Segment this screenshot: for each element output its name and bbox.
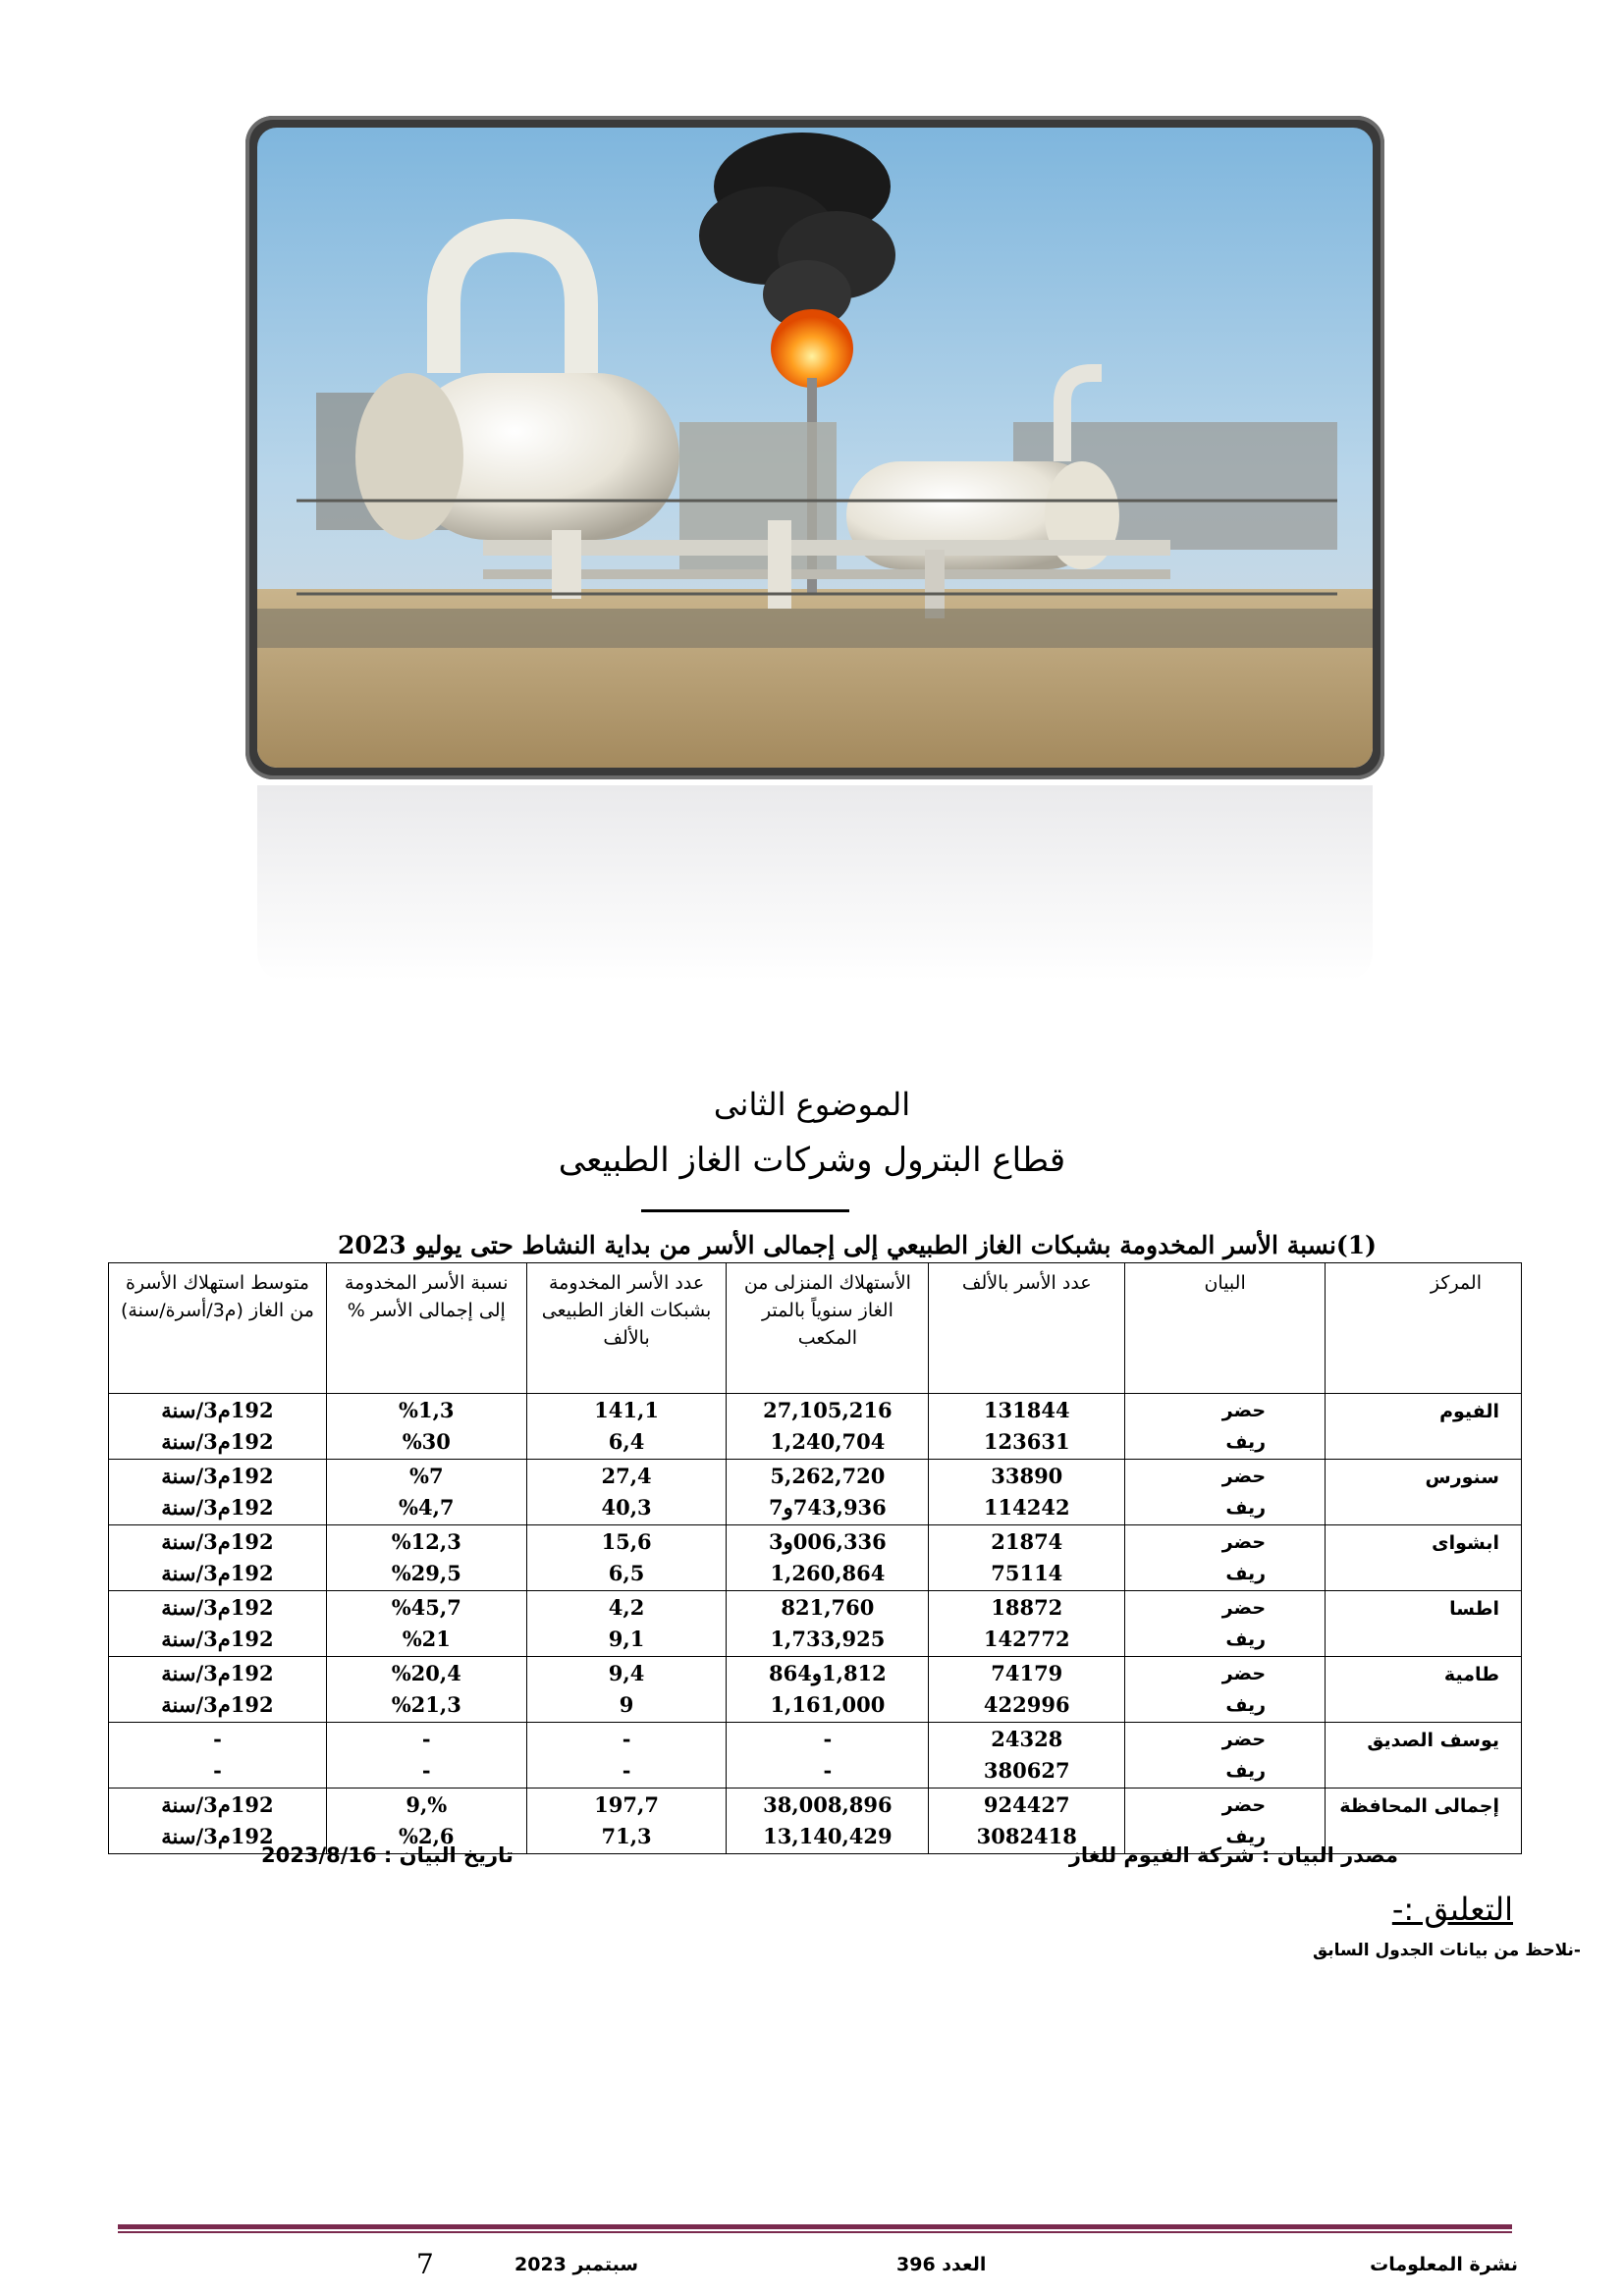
comment-heading: التعلىق :- (1391, 1891, 1513, 1928)
cell-center-value: طامية (1443, 1664, 1499, 1685)
cell-center-value: يوسف الصديق (1367, 1730, 1499, 1751)
cell-served (526, 1460, 727, 1525)
header-center: المركز (1326, 1263, 1522, 1394)
cell-consumption-value: 38,008,896 (763, 1792, 893, 1817)
cell-consumption-value: 1,240,704 (770, 1429, 886, 1454)
cell-pct (326, 1525, 526, 1591)
table-caption: (1)نسبة الأسر المخدومة بشبكات الغاز الطبيعي إلى إجمالى الأسر من بداية النشاط حتى يوليو 2023 (338, 1231, 1377, 1259)
cell-center (1326, 1591, 1522, 1657)
cell-pct-value: %21,3 (391, 1692, 461, 1717)
cell-kind-value: حضر (1221, 1400, 1267, 1421)
cell-center-value: ابشواى (1432, 1532, 1499, 1554)
cell-served-value: 197,7 (594, 1792, 659, 1817)
cell-avg (109, 1723, 327, 1789)
cell-families-value: 142772 (983, 1627, 1070, 1651)
cell-avg-value: 192م3/سنة (161, 1495, 274, 1520)
cell-avg-value: 192م3/سنة (161, 1792, 274, 1817)
cell-consumption (727, 1394, 929, 1460)
cell-kind-value: ريف (1225, 1826, 1267, 1847)
cell-avg-value: 192م3/سنة (161, 1661, 274, 1685)
cell-families-value: 131844 (983, 1398, 1070, 1422)
footer-date: سبتمبر 2023 (514, 2254, 639, 2275)
cell-families-value: 422996 (983, 1692, 1070, 1717)
cell-pct-value: %30 (402, 1429, 451, 1454)
table-header-row (109, 1263, 1522, 1394)
cell-served (526, 1789, 727, 1854)
cell-avg-value: 192م3/سنة (161, 1561, 274, 1585)
cell-families-value: 75114 (991, 1561, 1063, 1585)
cell-served (526, 1525, 727, 1591)
cell-families-value: 18872 (991, 1595, 1063, 1620)
cell-kind-value: حضر (1221, 1466, 1267, 1487)
table-row (109, 1394, 1522, 1460)
cell-consumption (727, 1591, 929, 1657)
cell-pct-value: %21 (402, 1627, 451, 1651)
cell-families-value: 33890 (991, 1464, 1063, 1488)
cell-kind (1125, 1591, 1326, 1657)
cell-served-value: 71,3 (601, 1824, 652, 1848)
cell-kind (1125, 1723, 1326, 1789)
cell-families-value: 380627 (983, 1758, 1070, 1783)
cell-avg-value: - (213, 1727, 222, 1751)
cell-consumption-value: - (823, 1727, 833, 1751)
cell-consumption-value: 1,161,000 (770, 1692, 886, 1717)
cell-kind-value: حضر (1221, 1729, 1267, 1750)
cell-kind-value: ريف (1225, 1497, 1267, 1519)
header-families: عدد الأسر بالألف (929, 1263, 1125, 1394)
cell-consumption-value: 27,105,216 (763, 1398, 893, 1422)
cell-consumption-value: 1,812و864 (769, 1661, 887, 1685)
cell-pct-value: %7 (408, 1464, 444, 1488)
cell-pct-value: - (421, 1758, 431, 1783)
cell-avg-value: 192م3/سنة (161, 1429, 274, 1454)
cell-kind (1125, 1394, 1326, 1460)
cell-consumption-value: 13,140,429 (763, 1824, 893, 1848)
cell-families (929, 1657, 1125, 1723)
cell-families-value: 3082418 (976, 1824, 1077, 1848)
header-kind: البيان (1125, 1263, 1326, 1394)
cell-avg-value: 192م3/سنة (161, 1398, 274, 1422)
cell-pct-value: %20,4 (391, 1661, 461, 1685)
header-avg: متوسط استهلاك الأسرة من الغاز (م3/أسرة/سنة) (109, 1263, 327, 1394)
cell-center (1326, 1394, 1522, 1460)
cell-pct-value: %4,7 (399, 1495, 455, 1520)
cell-pct-value: %29,5 (391, 1561, 461, 1585)
cell-pct-value: %12,3 (391, 1529, 461, 1554)
cell-avg (109, 1657, 327, 1723)
cell-pct-value: - (421, 1727, 431, 1751)
cell-served-value: 40,3 (601, 1495, 652, 1520)
cell-families (929, 1591, 1125, 1657)
cell-consumption-value: 743,936و7 (769, 1495, 887, 1520)
cell-center (1326, 1460, 1522, 1525)
cell-pct (326, 1723, 526, 1789)
cell-consumption-value: 1,733,925 (770, 1627, 886, 1651)
header-pct: نسبة الأسر المخدومة إلى إجمالى الأسر % (326, 1263, 526, 1394)
cell-kind-value: حضر (1221, 1794, 1267, 1816)
cell-avg-value: 192م3/سنة (161, 1692, 274, 1717)
cell-kind-value: ريف (1225, 1563, 1267, 1584)
cell-served-value: 6,4 (608, 1429, 645, 1454)
cell-center-value: سنورس (1425, 1467, 1499, 1488)
cell-consumption-value: 821,760 (781, 1595, 875, 1620)
cell-center-value: اطسا (1449, 1598, 1499, 1620)
cell-kind-value: ريف (1225, 1431, 1267, 1453)
table-row (109, 1723, 1522, 1789)
photo-reflection (257, 785, 1373, 982)
cell-consumption (727, 1525, 929, 1591)
cell-avg (109, 1591, 327, 1657)
cell-families-value: 114242 (983, 1495, 1070, 1520)
title-underline (641, 1209, 849, 1212)
cell-avg (109, 1460, 327, 1525)
cell-served-value: 9,4 (608, 1661, 645, 1685)
cell-served-value: - (622, 1758, 631, 1783)
cell-families-value: 21874 (991, 1529, 1063, 1554)
header-consumption: الأستهلاك المنزلى من الغاز سنوياً بالمتر المكعب (727, 1263, 929, 1394)
cell-served-value: 9,1 (608, 1627, 645, 1651)
comment-text: -نلاحظ من بيانات الجدول السابق (1312, 1941, 1581, 1960)
footer-publication-name: نشرة المعلومات (1370, 2254, 1518, 2275)
plant-photo-frame (245, 116, 1384, 779)
table-row (109, 1657, 1522, 1723)
cell-consumption (727, 1723, 929, 1789)
cell-avg-value: 192م3/سنة (161, 1529, 274, 1554)
cell-center (1326, 1657, 1522, 1723)
households-gas-table (108, 1262, 1522, 1854)
footer-issue: العدد 396 (896, 2254, 987, 2275)
cell-families (929, 1723, 1125, 1789)
cell-pct (326, 1657, 526, 1723)
cell-served (526, 1591, 727, 1657)
cell-families-value: 24328 (991, 1727, 1063, 1751)
data-date: تاريخ البيان : 2023/8/16 (261, 1843, 514, 1867)
cell-consumption-value: - (823, 1758, 833, 1783)
cell-avg-value: 192م3/سنة (161, 1595, 274, 1620)
cell-center-value: إجمالى المحافظة (1339, 1795, 1499, 1817)
header-served: عدد الأسر المخدومة بشبكات الغاز الطبيعى بالألف (526, 1263, 727, 1394)
cell-kind (1125, 1460, 1326, 1525)
cell-kind-value: حضر (1221, 1663, 1267, 1684)
cell-served-value: 4,2 (608, 1595, 645, 1620)
cell-families-value: 123631 (983, 1429, 1070, 1454)
cell-served (526, 1657, 727, 1723)
cell-avg-value: 192م3/سنة (161, 1464, 274, 1488)
cell-kind-value: ريف (1225, 1629, 1267, 1650)
cell-families-value: 74179 (991, 1661, 1063, 1685)
cell-avg (109, 1394, 327, 1460)
footer-rule (118, 2224, 1512, 2229)
cell-pct-value: %1,3 (399, 1398, 455, 1422)
cell-pct-value: %,9 (406, 1792, 448, 1817)
sector-title: قطاع البترول وشركات الغاز الطبيعى (558, 1141, 1066, 1180)
table-row (109, 1525, 1522, 1591)
cell-pct (326, 1591, 526, 1657)
gas-plant-photo (257, 128, 1373, 768)
table-row (109, 1460, 1522, 1525)
cell-families (929, 1525, 1125, 1591)
cell-kind (1125, 1525, 1326, 1591)
cell-consumption-value: 1,260,864 (770, 1561, 886, 1585)
cell-families (929, 1394, 1125, 1460)
cell-served-value: 15,6 (601, 1529, 652, 1554)
cell-pct-value: %45,7 (391, 1595, 461, 1620)
cell-consumption (727, 1460, 929, 1525)
cell-consumption (727, 1789, 929, 1854)
cell-consumption-value: 5,262,720 (770, 1464, 886, 1488)
data-source: مصدر البيان : شركة الفيوم للغاز (1068, 1843, 1398, 1867)
cell-served (526, 1723, 727, 1789)
cell-center-value: الفيوم (1439, 1401, 1499, 1422)
cell-pct-value: %2,6 (399, 1824, 455, 1848)
cell-avg (109, 1525, 327, 1591)
cell-avg-value: - (213, 1758, 222, 1783)
cell-consumption-value: 006,336و3 (769, 1529, 887, 1554)
cell-families-value: 924427 (983, 1792, 1070, 1817)
cell-consumption (727, 1657, 929, 1723)
cell-kind-value: حضر (1221, 1531, 1267, 1553)
cell-center (1326, 1525, 1522, 1591)
table-row (109, 1591, 1522, 1657)
cell-avg-value: 192م3/سنة (161, 1627, 274, 1651)
cell-served (526, 1394, 727, 1460)
page-number: 7 (416, 2248, 434, 2280)
cell-served-value: 27,4 (601, 1464, 652, 1488)
cell-pct (326, 1460, 526, 1525)
cell-kind-value: حضر (1221, 1597, 1267, 1619)
cell-families (929, 1460, 1125, 1525)
cell-served-value: 9 (619, 1692, 634, 1717)
cell-served-value: 141,1 (594, 1398, 659, 1422)
cell-kind-value: ريف (1225, 1760, 1267, 1782)
cell-kind-value: ريف (1225, 1694, 1267, 1716)
cell-pct (326, 1394, 526, 1460)
cell-kind (1125, 1657, 1326, 1723)
cell-served-value: 6,5 (608, 1561, 645, 1585)
cell-avg-value: 192م3/سنة (161, 1824, 274, 1848)
topic-title: الموضوع الثانى (713, 1086, 911, 1123)
cell-served-value: - (622, 1727, 631, 1751)
cell-center (1326, 1723, 1522, 1789)
footer-rule-thin (118, 2231, 1512, 2233)
